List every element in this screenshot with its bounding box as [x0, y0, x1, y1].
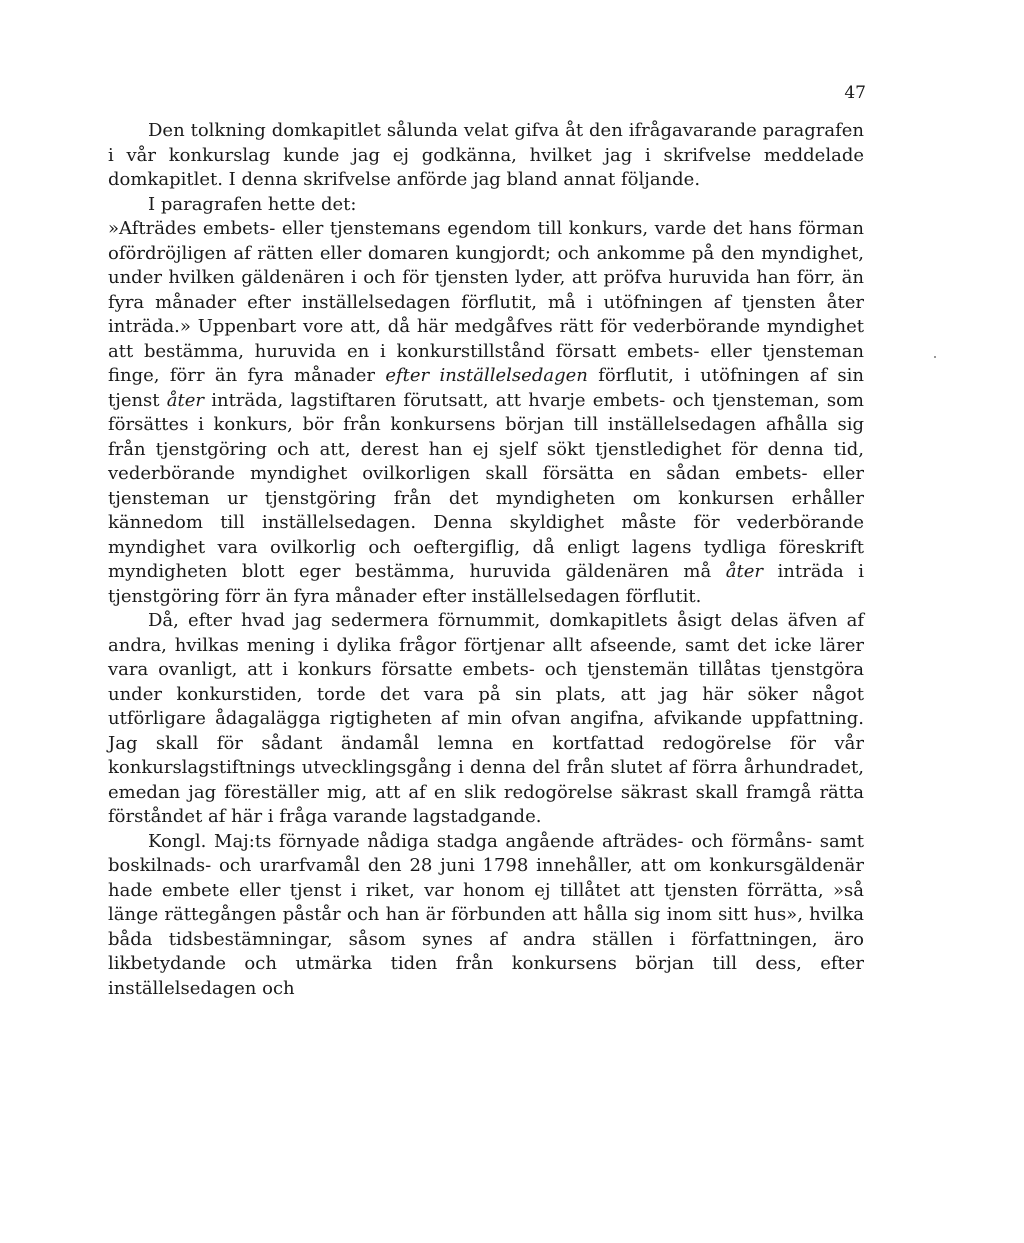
paragraph-3-emphasis-3: åter: [725, 561, 763, 582]
paragraph-1: Den tolkning domkapitlet sålunda velat gifva åt den ifrågavarande paragrafen i vår konkurslag kunde jag ej godkänna, hvilket jag i skrifvelse meddelade domkapitlet. I denna skrifvelse anförde jag bland annat följande.: [108, 120, 864, 190]
page-number: 47: [844, 83, 866, 103]
body-text: [108, 119, 864, 1001]
paragraph-3-quote: [108, 217, 864, 609]
paragraph-3-part-a: »Afträdes embets- eller tjenstemans egendom till konkurs, varde det hans förman ofördröjligen af rätten eller domaren kungjordt; och ankomme på den myndighet, under hvilken gäldenären i och för tjensten lyder, att pröfva huruvida han förr, än fyra månader efter inställelsedagen förflutit, må i utöfningen af tjensten åter inträda.» Uppenbart vore att, då här medgåfves rätt för vederbörande myndighet att bestämma, huruvida en i konkurstillstånd försatt embets- eller tjensteman finge, förr än fyra månader: [108, 218, 864, 386]
paragraph-3-emphasis-1: efter inställelsedagen: [385, 365, 588, 386]
paragraph-3-part-b: förflutit, i utöfningen af sin tjenst: [108, 365, 864, 411]
paragraph-4: Då, efter hvad jag sedermera förnummit, domkapitlets åsigt delas äfven af andra, hvilkas mening i dylika frågor förtjenar allt afseende, samt det icke lärer vara ovanligt, att i konkurs försatte embets- och tjenstemän tillåtas tjenstgöra under konkurstiden, torde det vara på sin plats, att jag här söker något utförligare ådagalägga rigtigheten af min ofvan angifna, afvikande uppfattning. Jag skall för sådant ändamål lemna en kortfattad redogörelse för vår konkurslagstiftnings utvecklingsgång i denna del från slutet af förra århundradet, emedan jag föreställer mig, att af en slik redogörelse säkrast skall framgå rätta förståndet af här i fråga varande lagstadgande.: [108, 610, 864, 827]
paragraph-3-part-d: inträda i tjenstgöring förr än fyra månader efter inställelsedagen förflutit.: [108, 561, 864, 607]
scan-speck: [934, 356, 936, 358]
paragraph-2: I paragrafen hette det:: [148, 193, 357, 215]
paragraph-3-part-c: inträda, lagstiftaren förutsatt, att hvarje embets- och tjensteman, som försättes i konkurs, bör från konkursens början till inställelsedagen afhålla sig från tjenstgöring och att, derest han ej sjelf sökt tjenstledighet för denna tid, vederbörande myndighet ovilkorligen skall försätta en sådan embets- eller tjensteman ur tjenstgöring från det myndigheten om konkursen erhåller kännedom till inställelsedagen. Denna skyldighet måste för vederbörande myndighet vara ovilkorlig och oeftergiflig, då enligt lagens tydliga föreskrift myndigheten blott eger bestämma, huruvida gäldenären må: [108, 389, 864, 582]
paragraph-5: Kongl. Maj:ts förnyade nådiga stadga angående afträdes- och förmåns- samt boskilnads- och urarfvamål den 28 juni 1798 innehåller, att om konkursgäldenär hade embete eller tjenst i riket, var honom ej tillåtet att tjensten förrätta, »så länge rättegången påstår och han är förbunden att hålla sig inom sitt hus», hvilka båda tidsbestämningar, såsom synes af andra ställen i författningen, äro likbetydande och utmärka tiden från konkursens början till dess, efter inställelsedagen och: [108, 830, 864, 999]
paragraph-3-emphasis-2: åter: [166, 389, 205, 411]
